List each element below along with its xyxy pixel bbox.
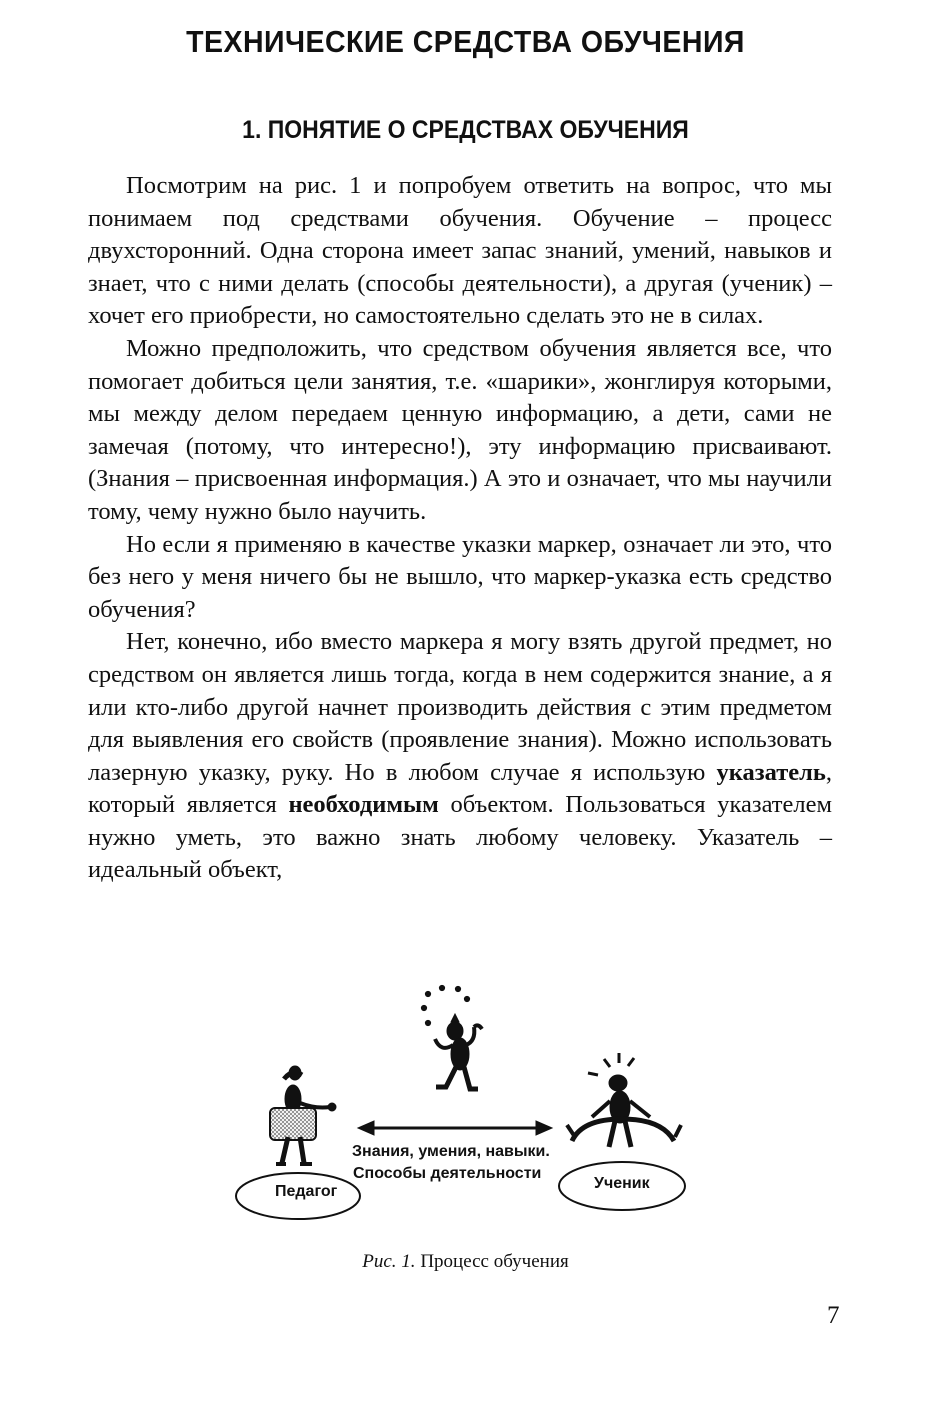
teacher-figure [270, 1066, 336, 1164]
figure-caption [0, 1251, 931, 1273]
caption-prefix: Рис. 1. [362, 1251, 416, 1272]
term-necessary: необходимым [288, 791, 439, 819]
student-figure [567, 1053, 681, 1147]
knowledge-arrow [358, 1121, 552, 1135]
page-number: 7 [827, 1302, 840, 1329]
arrow-label-line-2: Способы деятельности [353, 1165, 542, 1182]
juggler-figure [421, 985, 482, 1089]
term-pointer: указатель [716, 758, 826, 786]
paragraph-4 [88, 626, 832, 887]
body-text [88, 170, 832, 887]
paragraph-4-part-1: Нет, конечно, ибо вместо маркера я могу взять другой предмет, но средством он является лишь тогда, когда в нем содержится знание, а я или кто-либо другой начнет производить действия с этим предметом для выявления его свойств (проявление знания). Можно использовать лазерную указку, руку. Но в любом случае я использую [88, 628, 832, 786]
figure-learning-process [220, 975, 700, 1235]
paragraph-3: Но если я применяю в качестве указки маркер, означает ли это, что без него у меня ничего бы не вышло, что маркер-указка есть средство обучения? [88, 530, 832, 623]
student-label: Ученик [594, 1175, 650, 1192]
teacher-label: Педагог [275, 1183, 338, 1200]
paragraph-1: Посмотрим на рис. 1 и попробуем ответить на вопрос, что мы понимаем под средствами обучения. Обучение – процесс двухсторонний. Одна сторона имеет запас знаний, умений, навыков и знает, что с ними делать (способы деятельности), а другая (ученик) – хочет его приобрести, но самостоятельно сделать это не в силах. [88, 172, 832, 330]
paragraph-4-part-3: объектом. Пользоваться указателем нужно уметь, это важно знать любому человеку. Указатель – идеальный объект, [88, 791, 832, 884]
paragraph-4-part-2: , который является [88, 758, 832, 819]
section-title: 1. ПОНЯТИЕ О СРЕДСТВАХ ОБУЧЕНИЯ [242, 116, 689, 144]
page-title: ТЕХНИЧЕСКИЕ СРЕДСТВА ОБУЧЕНИЯ [186, 24, 745, 59]
caption-text: Процесс обучения [420, 1251, 569, 1272]
arrow-label-line-1: Знания, умения, навыки. [352, 1143, 550, 1160]
paragraph-2: Можно предположить, что средством обучения является все, что помогает добиться цели занятия, т.е. «шарики», жонглируя которыми, мы между делом передаем ценную информацию, а дети, сами не замечая (потому, что интересно!), эту информацию присваивают. (Знания – присвоенная информация.) А это и означает, что мы научили тому, чему нужно было научить. [88, 334, 832, 525]
